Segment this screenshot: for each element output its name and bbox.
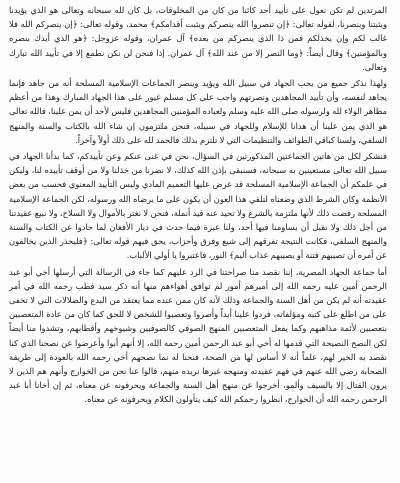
paragraph-groups: فنشكر لكل من هاتين الجماعتين المذكورتين في السؤال، نحن في غنى عنكم وعن تأييدكم، كما بدأنا الجهاد في سبيل الله تعالى مستعينين به سبحانه، فسنبقى بإذن الله كذلك، لا نضرنا من خذلنا ولا من أوقف تأييده لنا، وليكن في علمكم أن الجماعة الإسلامية المسلحة قد عرض عليها التعميم المادي وليس التأييد المعنوي فحسب من بعض الأنظمة وكان الشرط الذي وضعناه لتلقي هذا العون أن يكون على ما يرضاه الله ورسوله، لكن الجماعة الإسلامية المسلحة رفضت ذلك لأنها ملتزمة بالشرع ولا تحيد عنه قيد أنملة، فنحن لا نغتر بالأموال ولا السلاح، ولا نبيع عقيدتنا من أجل ذلك ولا نقبل أن يساومنا فيها أحد، ولنا عبرة فيما حدث في ديار الأفغان لما حادوا عن الكتاب والسنة والمنهج السلفي، فكانت النتيجة تفرقهم إلى شيع وفرق وأحزاب، يحق فيهم قوله تعالى: ﴿فليحذر الذين يخالفون عن أمره أن تصيبهم فتنة أو يصيبهم عذاب أليم﴾ النور، فاعتبروا يا أولي الألباب. xyxy=(9,151,387,261)
paragraph-egyptian-jihad: أما جماعة الجهاد المصرية، إننا نقصد منا صراحتنا في الرد عليهم كما جاء في الرسالة التي أرسلها أخي أبو عبد الرحمن أمين عليه رحمه الله إلى أميرهم أمور لم توافق أهواءهم منها أنه ذكر سيد قطب رحمه الله في أمر عقيدته أنه لم يكن من أهل السنة والجماعة وذلك لأنه كان ممن عنده مما يعتقد من البدع والضلالات التي لا تخفى على من اطلع على كتبه ومؤلفاته، فردوا علينا أبداً وأصروا وتعصبوا للشخص لا للحق كما كان من عادة المتعصبين بتعصبين لأئمة مذاهبهم وكما يفعل المتعصبين المنهج الصوفي كالصوفيين وشيوخهم وأقطابهم، وتشدوا منا أيضاً لكن النصح النصيحة التي قدمها له أخي أبو عبد الرحمن أمين رحمه الله، إلا أنهم أبوا وأعرضوا عن نصحنا الذي كنا نقصد به الخير لهم، علماً أنه لا أساس لها من الصحة، فنحنا له نما نصحهم أخي رحمه الله بالعودة إلى طريقة الصحابة رضي الله عنهم في فهم عقيدته ومنهجه غيرها نريده منهم، قالوا عنا نحن من الخوارج وأنهم هم الذين لا يرون القتال إلا بالسيف وألمو، أخرجوا عن منهج أهل السنة والجماعة ويحرفونه عن معناه، ثم إن أخانا أبا عبد الرحمن رحمه الله أن الخوارج، انظروا رحمكم الله كيف يتأولون الكلام ويحرفونه عن معناه. xyxy=(9,266,387,405)
paragraph-intro: المرتدين لم تكن نعول على تأييد أحد كائنا من كان من المخلوقات، بل كان لله سبحانه وتعالى هو الذي يؤيدنا ويثبتنا وينصرنا، لقوله تعالى: ﴿إن تنصروا الله ينصركم ويثبت أقدامكم﴾ محمد، وقوله تعالى: ﴿إن ينصركم الله فلا غالب لكم وإن يخذلكم فمن ذا الذي ينصركم من بعده﴾ آل عمران، وقوله عزوجل: ﴿هو الذي أيدك بنصره وبالمؤمنين﴾ وقال أيضاً: ﴿وما النصر إلا من عند الله﴾ آل عمران. إذا فنحن لن نكن نطمع إلا في تأييد الله تبارك وتعالى. xyxy=(9,5,387,72)
paragraph-support: ولهذا نذكر جميع من يحب الجهاد في سبيل الله ويؤيد وينصر الجماعات الإسلامية المسلحة أنه من جاهد فإنما يجاهد لنفسه، وأن تأييد المجاهدين ونصرتهم واجب على كل مسلم غيور على هذا الجهاد المبارك وهذا من أعظم مظاهر الولاء لله ولرسوله صلى الله عليه وسلم ولعباده المؤمنين المجاهدين فليس لأحد أن يمن علينا، فالله تعالى هو الذي يمن علينا أن هدانا للإسلام وللجهاد في سبيله، فنحن ملتزمون إن شاء الله بالكتاب والسنة والمنهج السلفي، ولسنا كباقي الطوائف والتنظيمات التي لا تلتزم بذلك فالحمد لله على ذلك أولاً وآخراً. xyxy=(9,78,387,145)
